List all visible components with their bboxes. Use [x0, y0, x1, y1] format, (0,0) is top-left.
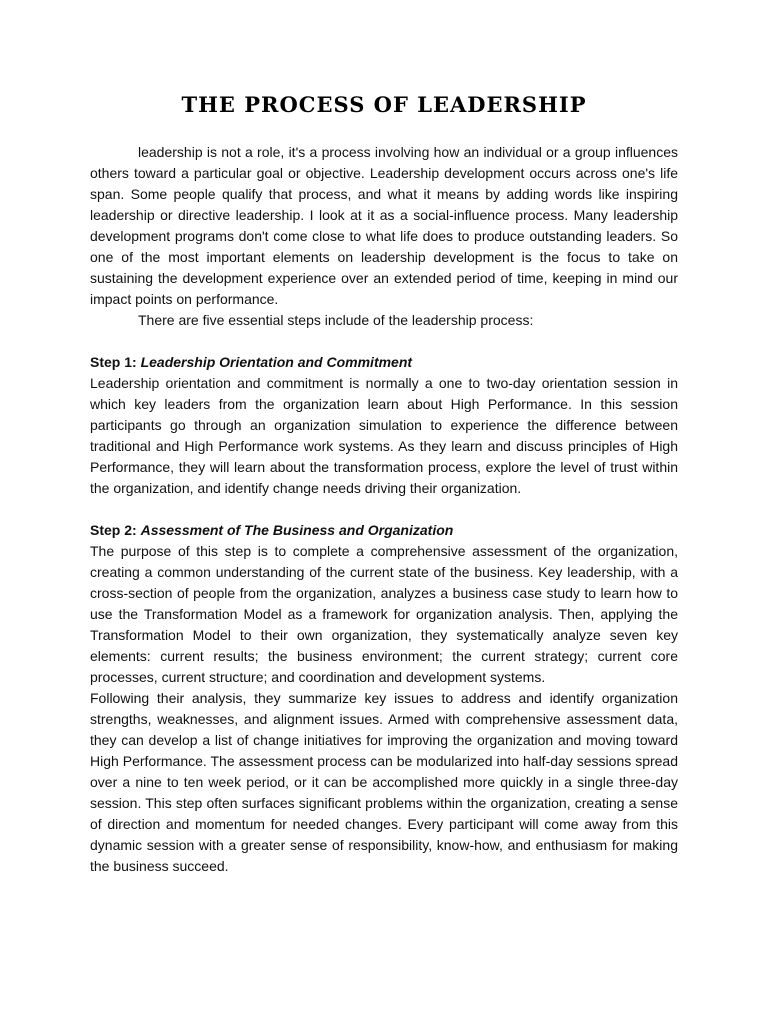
- step-1-label: Step 1:: [90, 354, 141, 370]
- intro-paragraph: leadership is not a role, it's a process involving how an individual or a group influences others toward a particular goal or objective. Leadership development occurs across one's life span. Some people qualify that process, and what it means by adding words like inspiring leadership or directive leadership. I look at it as a social-influence process. Many leadership development programs don't come close to what life does to produce outstanding leaders. So one of the most important elements on leadership development is the focus to take on sustaining the development experience over an extended period of time, keeping in mind our impact points on performance.: [90, 144, 678, 307]
- step-2-paragraph-2: Following their analysis, they summarize key issues to address and identify organization strengths, weaknesses, and alignment issues. Armed with comprehensive assessment data, they can develop a list of change initiatives for improving the organization and moving toward High Performance. The assessment process can be modularized into half-day sessions spread over a nine to ten week period, or it can be accomplished more quickly in a single three-day session. This step often surfaces significant problems within the organization, creating a sense of direction and momentum for needed changes. Every participant will come away from this dynamic session with a greater sense of responsibility, know-how, and enthusiasm for making the business succeed.: [90, 690, 678, 874]
- step-2-heading: [90, 520, 678, 541]
- document-body: [90, 142, 678, 877]
- step-1-heading: [90, 352, 678, 373]
- step-1-paragraph: Leadership orientation and commitment is normally a one to two-day orientation session in which key leaders from the organization learn about High Performance. In this session participants go through an organization simulation to experience the difference between traditional and High Performance work systems. As they learn and discuss principles of High Performance, they will learn about the transformation process, explore the level of trust within the organization, and identify change needs driving their organization.: [90, 375, 678, 496]
- step-2-title: Assessment of The Business and Organization: [140, 522, 454, 538]
- page-title: THE PROCESS OF LEADERSHIP: [181, 92, 587, 117]
- intro-steps-sentence: There are five essential steps include of the leadership process:: [138, 312, 534, 328]
- step-2-label: Step 2:: [90, 522, 141, 538]
- step-2-paragraph-1: The purpose of this step is to complete a comprehensive assessment of the organization, creating a common understanding of the current state of the business. Key leadership, with a cross-section of people from the organization, analyzes a business case study to learn how to use the Transformation Model as a framework for organization analysis. Then, applying the Transformation Model to their own organization, they systematically analyze seven key elements: current results; the business environment; the current strategy; current core processes, current structure; and coordination and development systems.: [90, 543, 678, 685]
- step-1-title: Leadership Orientation and Commitment: [140, 354, 413, 370]
